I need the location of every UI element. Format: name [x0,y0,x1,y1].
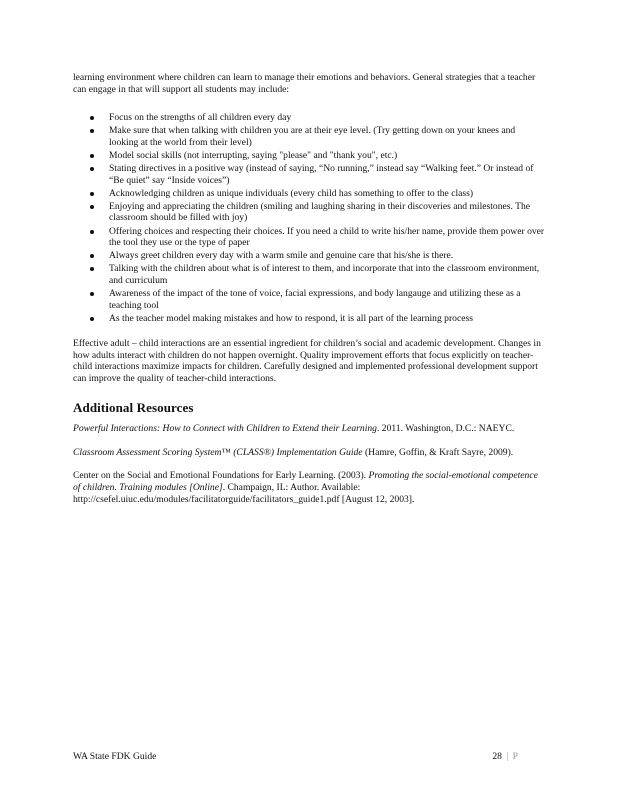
footer-title: WA State FDK Guide [73,751,157,762]
reference-item: Classroom Assessment Scoring System™ (CLASS®) Implementation Guide (Hamre, Goffin, & Kraft Sayre, 2009). [73,446,514,458]
bullet-icon [90,167,94,171]
list-item: Stating directives in a positive way (instead of saying, “No running,” instead say “Walking feet.” Or instead of “Be quiet” say “Inside voices”) [73,163,545,186]
list-item: Offering choices and respecting their choices. If you need a child to write his/her name, provide them power over the tool they use or the type of paper [73,226,545,249]
bullet-icon [90,292,94,296]
bullet-icon [90,192,94,196]
bullet-icon [90,205,94,209]
bullet-icon [90,317,94,321]
footer-page-number: 28 | P [492,751,518,762]
list-item: Talking with the children about what is of interest to them, and incorporate that into the classroom environment, and curriculum [73,263,545,286]
section-heading: Additional Resources [73,399,194,415]
bullet-icon [90,129,94,133]
list-item: Focus on the strengths of all children every day [73,112,545,124]
bullet-icon [90,154,94,158]
list-item: Model social skills (not interrupting, saying "please" and "thank you", etc.) [73,150,545,162]
list-item: Acknowledging children as unique individuals (every child has something to offer to the class) [73,188,545,200]
list-item: Always greet children every day with a warm smile and genuine care that his/she is there. [73,250,545,262]
bullet-icon [90,116,94,120]
list-item: Enjoying and appreciating the children (smiling and laughing sharing in their discoveries and milestones. The classroom should be filled with joy) [73,201,545,224]
bullet-icon [90,230,94,234]
list-item: Make sure that when talking with children you are at their eye level. (Try getting down on your knees and looking at the world from their level) [73,125,545,148]
bullet-icon [90,254,94,258]
body-paragraph: Effective adult – child interactions are an essential ingredient for children’s social and academic development. Changes in how adults interact with children do not happen overnight. Quality improvement efforts that focus explicitly on teacher-child interactions maximize impacts for children. Carefully designed and implemented professional development support can improve the quality of teacher-child interactions. [73,338,541,385]
strategy-list [73,112,545,324]
page-content [73,72,545,517]
list-item: As the teacher model making mistakes and how to respond, it is all part of the learning process [73,313,545,325]
reference-item: Center on the Social and Emotional Foundations for Early Learning. (2003). Promoting the social-emotional competence of children. Training modules [Online]. Champaign, IL: Author. Available: http://csefel.uiuc.edu/modules/facilitatorguide/facilitators_guide1.pdf [August 12, 2003]. [73,470,538,505]
reference-item: Powerful Interactions: How to Connect with Children to Extend their Learning. 2011. Washington, D.C.: NAEYC. [73,423,515,435]
intro-paragraph: learning environment where children can learn to manage their emotions and behaviors. General strategies that a teacher can engage in that will support all students may include: [73,72,536,95]
bullet-icon [90,267,94,271]
list-item: Awareness of the impact of the tone of voice, facial expressions, and body langauge and utilizing these as a teaching tool [73,288,545,311]
